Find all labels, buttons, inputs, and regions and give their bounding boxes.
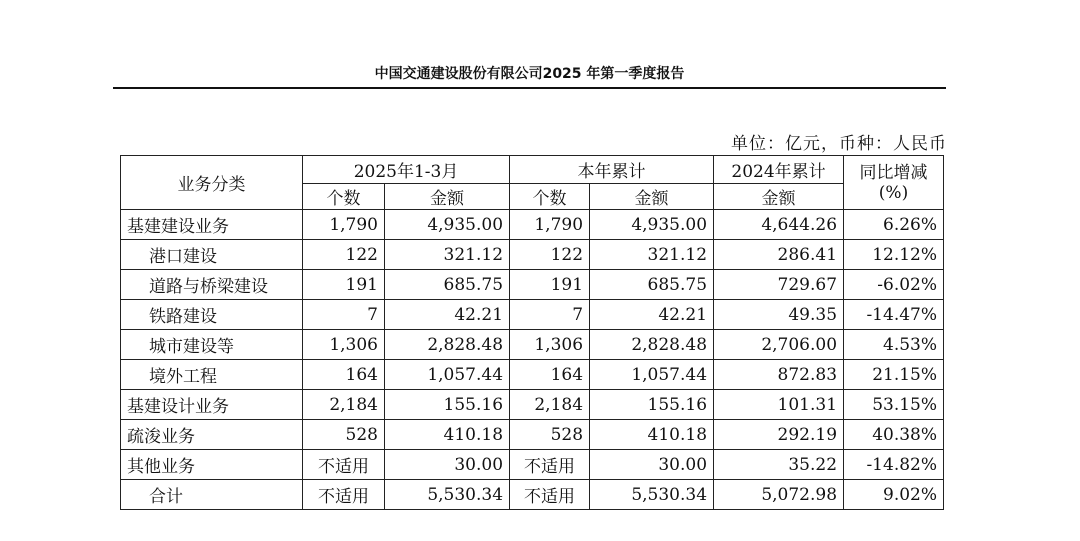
- cell-amount-2024: 101.31: [714, 390, 844, 420]
- table-row: [121, 450, 944, 480]
- cell-count-q1: 164: [303, 360, 385, 390]
- row-name: 城市建设等: [121, 330, 303, 360]
- header-period-q1: 2025年1-3月: [303, 156, 510, 184]
- table-row: [121, 270, 944, 300]
- row-name: 境外工程: [121, 360, 303, 390]
- row-name: 铁路建设: [121, 300, 303, 330]
- cell-amount-q1: 155.16: [385, 390, 510, 420]
- total-count-ytd: 不适用: [510, 480, 590, 510]
- cell-amount-q1: 321.12: [385, 240, 510, 270]
- row-name: 基建设计业务: [121, 390, 303, 420]
- cell-amount-ytd: 30.00: [590, 450, 714, 480]
- total-yoy: 9.02%: [844, 480, 944, 510]
- header-yoy-unit: (%): [878, 182, 909, 203]
- cell-count-q1: 1,790: [303, 210, 385, 240]
- cell-count-q1: 122: [303, 240, 385, 270]
- total-amount-ytd: 5,530.34: [590, 480, 714, 510]
- cell-yoy: 53.15%: [844, 390, 944, 420]
- header-period-ytd: 本年累计: [510, 156, 714, 184]
- cell-amount-ytd: 410.18: [590, 420, 714, 450]
- unit-note: 单位：亿元，币种：人民币: [731, 134, 947, 154]
- total-count-q1: 不适用: [303, 480, 385, 510]
- cell-count-ytd: 164: [510, 360, 590, 390]
- header-period-2024: 2024年累计: [714, 156, 844, 184]
- cell-amount-q1: 2,828.48: [385, 330, 510, 360]
- header-divider: [113, 87, 946, 89]
- table-row: [121, 420, 944, 450]
- cell-count-ytd: 7: [510, 300, 590, 330]
- cell-count-ytd: 不适用: [510, 450, 590, 480]
- cell-amount-q1: 410.18: [385, 420, 510, 450]
- cell-amount-ytd: 4,935.00: [590, 210, 714, 240]
- cell-amount-2024: 286.41: [714, 240, 844, 270]
- cell-amount-ytd: 155.16: [590, 390, 714, 420]
- cell-count-ytd: 1,306: [510, 330, 590, 360]
- row-name: 疏浚业务: [121, 420, 303, 450]
- cell-amount-ytd: 2,828.48: [590, 330, 714, 360]
- cell-count-ytd: 122: [510, 240, 590, 270]
- cell-amount-ytd: 1,057.44: [590, 360, 714, 390]
- header-category: 业务分类: [121, 156, 303, 210]
- report-header-title: 中国交通建设股份有限公司2025 年第一季度报告: [374, 66, 685, 82]
- table-row: [121, 300, 944, 330]
- total-label: 合计: [121, 480, 303, 510]
- cell-amount-2024: 4,644.26: [714, 210, 844, 240]
- cell-yoy: -14.82%: [844, 450, 944, 480]
- row-name: 基建建设业务: [121, 210, 303, 240]
- header-amount: 金额: [385, 184, 510, 210]
- row-name: 道路与桥梁建设: [121, 270, 303, 300]
- table-row: [121, 240, 944, 270]
- total-row: [121, 480, 944, 510]
- cell-amount-q1: 4,935.00: [385, 210, 510, 240]
- cell-yoy: 4.53%: [844, 330, 944, 360]
- header-amount: 金额: [714, 184, 844, 210]
- cell-count-ytd: 528: [510, 420, 590, 450]
- cell-amount-2024: 292.19: [714, 420, 844, 450]
- table-row: [121, 390, 944, 420]
- cell-amount-2024: 49.35: [714, 300, 844, 330]
- cell-yoy: -14.47%: [844, 300, 944, 330]
- cell-yoy: 21.15%: [844, 360, 944, 390]
- cell-count-q1: 1,306: [303, 330, 385, 360]
- cell-count-q1: 2,184: [303, 390, 385, 420]
- header-yoy-label: 同比增减: [859, 162, 928, 183]
- cell-amount-q1: 42.21: [385, 300, 510, 330]
- row-name: 港口建设: [121, 240, 303, 270]
- cell-amount-2024: 35.22: [714, 450, 844, 480]
- header-count: 个数: [510, 184, 590, 210]
- cell-amount-q1: 685.75: [385, 270, 510, 300]
- table-row: [121, 210, 944, 240]
- cell-yoy: 40.38%: [844, 420, 944, 450]
- cell-count-q1: 7: [303, 300, 385, 330]
- cell-amount-q1: 30.00: [385, 450, 510, 480]
- cell-count-ytd: 191: [510, 270, 590, 300]
- table-row: [121, 330, 944, 360]
- cell-yoy: -6.02%: [844, 270, 944, 300]
- cell-amount-2024: 872.83: [714, 360, 844, 390]
- total-amount-2024: 5,072.98: [714, 480, 844, 510]
- cell-amount-ytd: 685.75: [590, 270, 714, 300]
- cell-amount-2024: 729.67: [714, 270, 844, 300]
- total-amount-q1: 5,530.34: [385, 480, 510, 510]
- cell-yoy: 6.26%: [844, 210, 944, 240]
- header-count: 个数: [303, 184, 385, 210]
- cell-amount-2024: 2,706.00: [714, 330, 844, 360]
- cell-count-ytd: 2,184: [510, 390, 590, 420]
- cell-count-q1: 不适用: [303, 450, 385, 480]
- cell-count-q1: 191: [303, 270, 385, 300]
- cell-amount-ytd: 321.12: [590, 240, 714, 270]
- business-table: [120, 155, 944, 510]
- cell-count-q1: 528: [303, 420, 385, 450]
- cell-amount-ytd: 42.21: [590, 300, 714, 330]
- header-yoy: [844, 156, 944, 210]
- cell-yoy: 12.12%: [844, 240, 944, 270]
- cell-count-ytd: 1,790: [510, 210, 590, 240]
- row-name: 其他业务: [121, 450, 303, 480]
- header-amount: 金额: [590, 184, 714, 210]
- cell-amount-q1: 1,057.44: [385, 360, 510, 390]
- table-row: [121, 360, 944, 390]
